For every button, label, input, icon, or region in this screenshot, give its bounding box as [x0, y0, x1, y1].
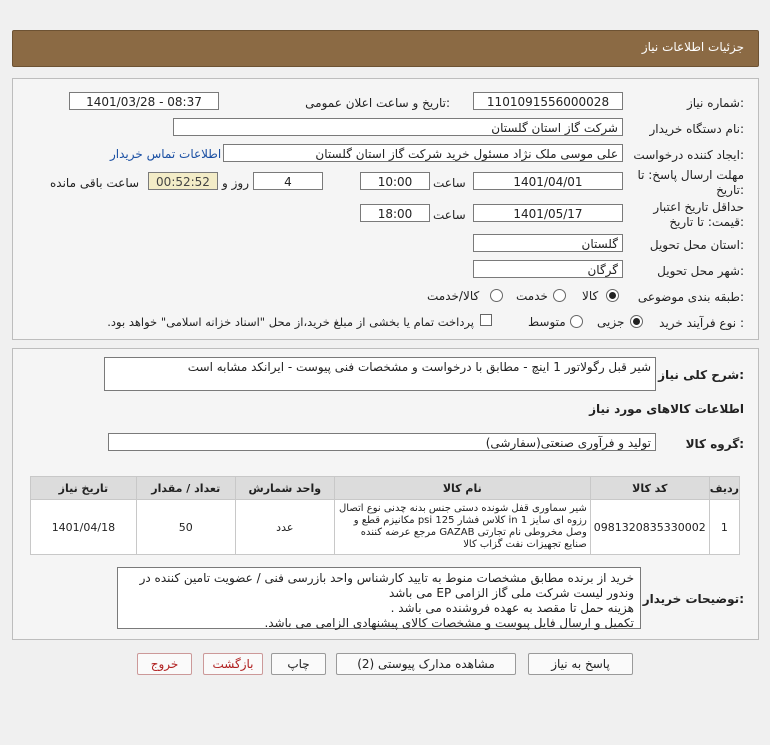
cell-code: 0981320835330002 [590, 500, 709, 555]
buyer-notes-box [117, 567, 641, 629]
col-row: ردیف [709, 477, 739, 500]
buyer-note-line: خرید از برنده مطابق مشخصات منوط به تایید کارشناس واحد بازرسی فنی / عضویت تامین کننده در وندور لیست شرکت ملی گاز الزامی EP می باشد [139, 571, 634, 600]
validity-label: حداقل تاریخ اعتبار [653, 200, 744, 214]
buyer-note-line: هزینه حمل تا مقصد به عهده فروشنده می باشد . [390, 601, 634, 615]
city-label: شهر محل تحویل: [657, 264, 744, 278]
cell-date: 1401/04/18 [31, 500, 137, 555]
page-title: جزئیات اطلاعات نیاز [641, 40, 744, 54]
view-documents-button[interactable]: مشاهده مدارک پیوستی (2) [336, 653, 516, 675]
goods-info-title: اطلاعات کالاهای مورد نیاز [589, 402, 744, 416]
deadline-time-label: ساعت [433, 176, 466, 190]
validity-time-label: ساعت [433, 208, 466, 222]
process-option-medium: متوسط [528, 315, 566, 329]
treasury-payment-note: پرداخت تمام یا بخشی از مبلغ خرید،از محل "اسناد خزانه اسلامی" خواهد بود. [107, 315, 474, 329]
remaining-timer: 00:52:52 [148, 172, 218, 190]
cell-row: 1 [709, 500, 739, 555]
items-table-header [31, 477, 740, 500]
col-name: نام کالا [334, 477, 590, 500]
cell-qty: 50 [136, 500, 235, 555]
validity-date-field: 1401/05/17 [473, 204, 623, 222]
summary-field: شیر قبل رگولاتور 1 اینچ - مطابق با درخواست و مشخصات فنی پیوست - ایرانکد مشابه است [104, 357, 656, 391]
back-button[interactable]: بازگشت [203, 653, 263, 675]
treasury-payment-checkbox[interactable] [480, 314, 492, 326]
process-radio-minor[interactable] [630, 315, 643, 328]
requester-field: علی موسی ملک نژاد مسئول خرید شرکت گاز استان گلستان [223, 144, 623, 162]
col-unit: واحد شمارش [235, 477, 334, 500]
print-button[interactable]: چاپ [271, 653, 326, 675]
col-qty: تعداد / مقدار [136, 477, 235, 500]
page-header [12, 30, 759, 67]
deadline-label: مهلت ارسال پاسخ: تا [637, 168, 744, 182]
days-label: روز و [222, 176, 249, 190]
cell-unit: عدد [235, 500, 334, 555]
exit-button[interactable]: خروج [137, 653, 192, 675]
table-row [31, 500, 740, 555]
cell-name: شیر سماوری قفل شونده دستی جنس بدنه چدنی نوع اتصال رزوه ای سایز 1 in کلاس فشار 125 psi مکانیزم قطع و وصل مخروطی نام تجارتی GAZAB مرجع عرضه کننده صنایع تجهیزات نفت گزاب کالا [334, 500, 590, 555]
items-table [30, 476, 740, 555]
summary-label: شرح کلی نیاز: [658, 368, 744, 382]
reply-button[interactable]: پاسخ به نیاز [528, 653, 633, 675]
process-label: نوع فرآیند خرید : [659, 316, 744, 330]
remaining-label: ساعت باقی مانده [50, 176, 140, 190]
category-label: طبقه بندی موضوعی: [637, 290, 744, 304]
validity-label-2: قیمت: تا تاریخ: [669, 215, 744, 229]
process-radio-medium[interactable] [570, 315, 583, 328]
city-field: گرگان [473, 260, 623, 278]
category-option-goods-service: کالا/خدمت [427, 289, 480, 303]
goods-group-label: گروه کالا: [685, 437, 744, 451]
process-option-minor: جزیی [597, 315, 625, 329]
buyer-notes-label: توضیحات خریدار: [642, 592, 744, 606]
contact-info-link[interactable]: اطلاعات تماس خریدار [110, 147, 222, 161]
days-field: 4 [253, 172, 323, 190]
province-field: گلستان [473, 234, 623, 252]
announce-field: 1401/03/28 - 08:37 [69, 92, 219, 110]
buyer-note-line: تکمیل و ارسال فایل پیوست و مشخصات کالای پیشنهادی الزامی می باشد. [264, 616, 634, 630]
category-option-goods: کالا [582, 289, 599, 303]
deadline-time-field: 10:00 [360, 172, 430, 190]
category-option-service: خدمت [516, 289, 548, 303]
category-radio-goods-service[interactable] [490, 289, 503, 302]
category-radio-service[interactable] [553, 289, 566, 302]
goods-group-field: تولید و فرآوری صنعتی(سفارشی) [108, 433, 656, 451]
deadline-date-field: 1401/04/01 [473, 172, 623, 190]
buyer-org-label: نام دستگاه خریدار: [649, 122, 744, 136]
col-date: تاریخ نیاز [31, 477, 137, 500]
category-radio-goods[interactable] [606, 289, 619, 302]
announce-label: تاریخ و ساعت اعلان عمومی: [305, 96, 450, 110]
buyer-org-field: شرکت گاز استان گلستان [173, 118, 623, 136]
need-number-field: 1101091556000028 [473, 92, 623, 110]
requester-label: ایجاد کننده درخواست: [633, 148, 744, 162]
col-code: کد کالا [590, 477, 709, 500]
deadline-label-2: تاریخ: [716, 183, 744, 197]
need-number-label: شماره نیاز: [686, 96, 744, 110]
validity-time-field: 18:00 [360, 204, 430, 222]
province-label: استان محل تحویل: [649, 238, 744, 252]
